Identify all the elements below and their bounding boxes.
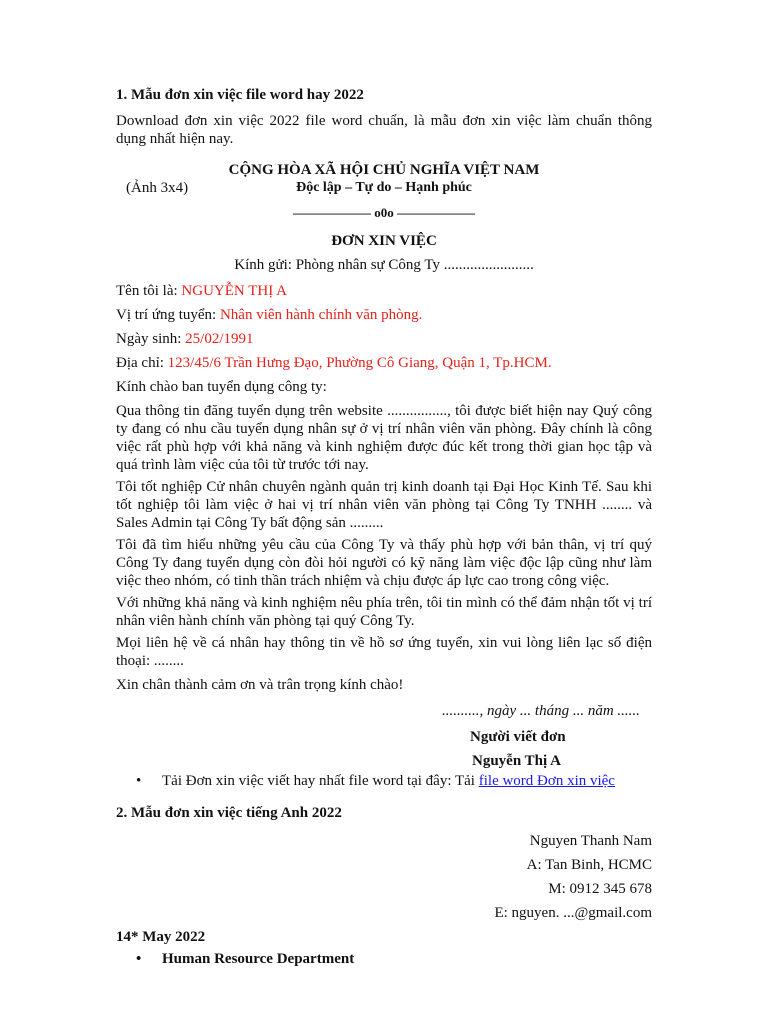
header-divider: —————— o0o ——————: [293, 205, 475, 220]
body-paragraph-1: Qua thông tin đăng tuyển dụng trên website ................, tôi được biết hiện nay Quý công ty đang có nhu cầu tuyển dụng nhân sự ở vị trí nhân viên văn phòng. Đây chính là công việc rất phù hợp với khả năng và kinh nghiệm được đúc kết trong thời gian học tập và quá trình làm việc của tôi từ trước tới nay.: [116, 403, 652, 473]
closing-line: Xin chân thành cảm ơn và trân trọng kính chào!: [116, 677, 404, 693]
photo-placeholder-label: (Ảnh 3x4): [126, 180, 189, 196]
download-item: [116, 772, 652, 790]
address-line: [116, 354, 652, 372]
name-value: NGUYỄN THỊ A: [181, 283, 287, 299]
address-value: 123/45/6 Trần Hưng Đạo, Phường Cô Giang, Quận 1, Tp.HCM.: [167, 355, 552, 371]
recipient-department: • Human Resource Department: [116, 950, 652, 968]
sender-email: E: nguyen. ...@gmail.com: [494, 905, 652, 921]
recipient-line: Kính gửi: Phòng nhân sự Công Ty ........................: [234, 257, 534, 273]
signer-label: Người viết đơn: [470, 729, 566, 745]
recipient-list: [116, 950, 652, 968]
section2-heading: 2. Mẫu đơn xin việc tiếng Anh 2022: [116, 805, 342, 821]
letter-date: 14* May 2022: [116, 929, 206, 945]
signer-name: Nguyễn Thị A: [472, 753, 561, 769]
body-paragraph-2: Tôi tốt nghiệp Cử nhân chuyên ngành quản trị kinh doanh tại Đại Học Kinh Tế. Sau khi tốt nghiệp tôi làm việc ở hai vị trí nhân viên văn phòng tại Công Ty TNHH ........ và Sales Admin tại Công Ty bất động sản .........: [116, 479, 652, 531]
document-title: ĐƠN XIN VIỆC: [331, 233, 437, 249]
position-line: [116, 306, 652, 324]
body-paragraph-4: Với những khả năng và kinh nghiệm nêu phía trên, tôi tin mình có thể đảm nhận tốt vị trí nhân viên hành chính văn phòng tại quý Công Ty.: [116, 595, 652, 629]
download-link[interactable]: file word Đơn xin việc: [478, 773, 615, 789]
date-line: .........., ngày ... tháng ... năm ......: [442, 703, 640, 719]
country-name: CỘNG HÒA XÃ HỘI CHỦ NGHĨA VIỆT NAM: [228, 162, 540, 178]
letter-header: [116, 161, 652, 201]
sender-mobile: M: 0912 345 678: [548, 881, 652, 897]
body-paragraph-5: Mọi liên hệ về cá nhân hay thông tin về hồ sơ ứng tuyển, xin vui lòng liên lạc số điện thoại: ........: [116, 635, 652, 669]
position-label: Vị trí ứng tuyển:: [116, 307, 220, 323]
section1-intro: Download đơn xin việc 2022 file word chuẩn, là mẫu đơn xin việc làm chuẩn thông dụng nhất hiện nay.: [116, 113, 652, 147]
dob-line: [116, 330, 652, 348]
sender-name: Nguyen Thanh Nam: [529, 833, 652, 849]
greeting-line: Kính chào ban tuyển dụng công ty:: [116, 379, 327, 395]
download-list: [116, 772, 652, 790]
dob-value: 25/02/1991: [185, 331, 254, 347]
applicant-name-line: [116, 282, 652, 300]
sender-address: A: Tan Binh, HCMC: [526, 857, 652, 873]
section1-heading: 1. Mẫu đơn xin việc file word hay 2022: [116, 87, 364, 103]
body-paragraph-3: Tôi đã tìm hiểu những yêu cầu của Công Ty và thấy phù hợp với bản thân, vị trí quý Công Ty đang tuyển dụng còn đòi hỏi người có kỹ năng làm việc độc lập cũng như làm việc theo nhóm, có tinh thần trách nhiệm và chịu được áp lực cao trong công việc.: [116, 537, 652, 589]
download-text: Tải Đơn xin việc viết hay nhất file word tại đây: Tải: [162, 773, 479, 789]
dob-label: Ngày sinh:: [116, 331, 186, 347]
address-label: Địa chỉ:: [116, 355, 168, 371]
name-label: Tên tôi là:: [116, 283, 182, 299]
position-value: Nhân viên hành chính văn phòng.: [219, 307, 423, 323]
national-motto: Độc lập – Tự do – Hạnh phúc: [296, 180, 472, 195]
document-page: [116, 86, 652, 968]
